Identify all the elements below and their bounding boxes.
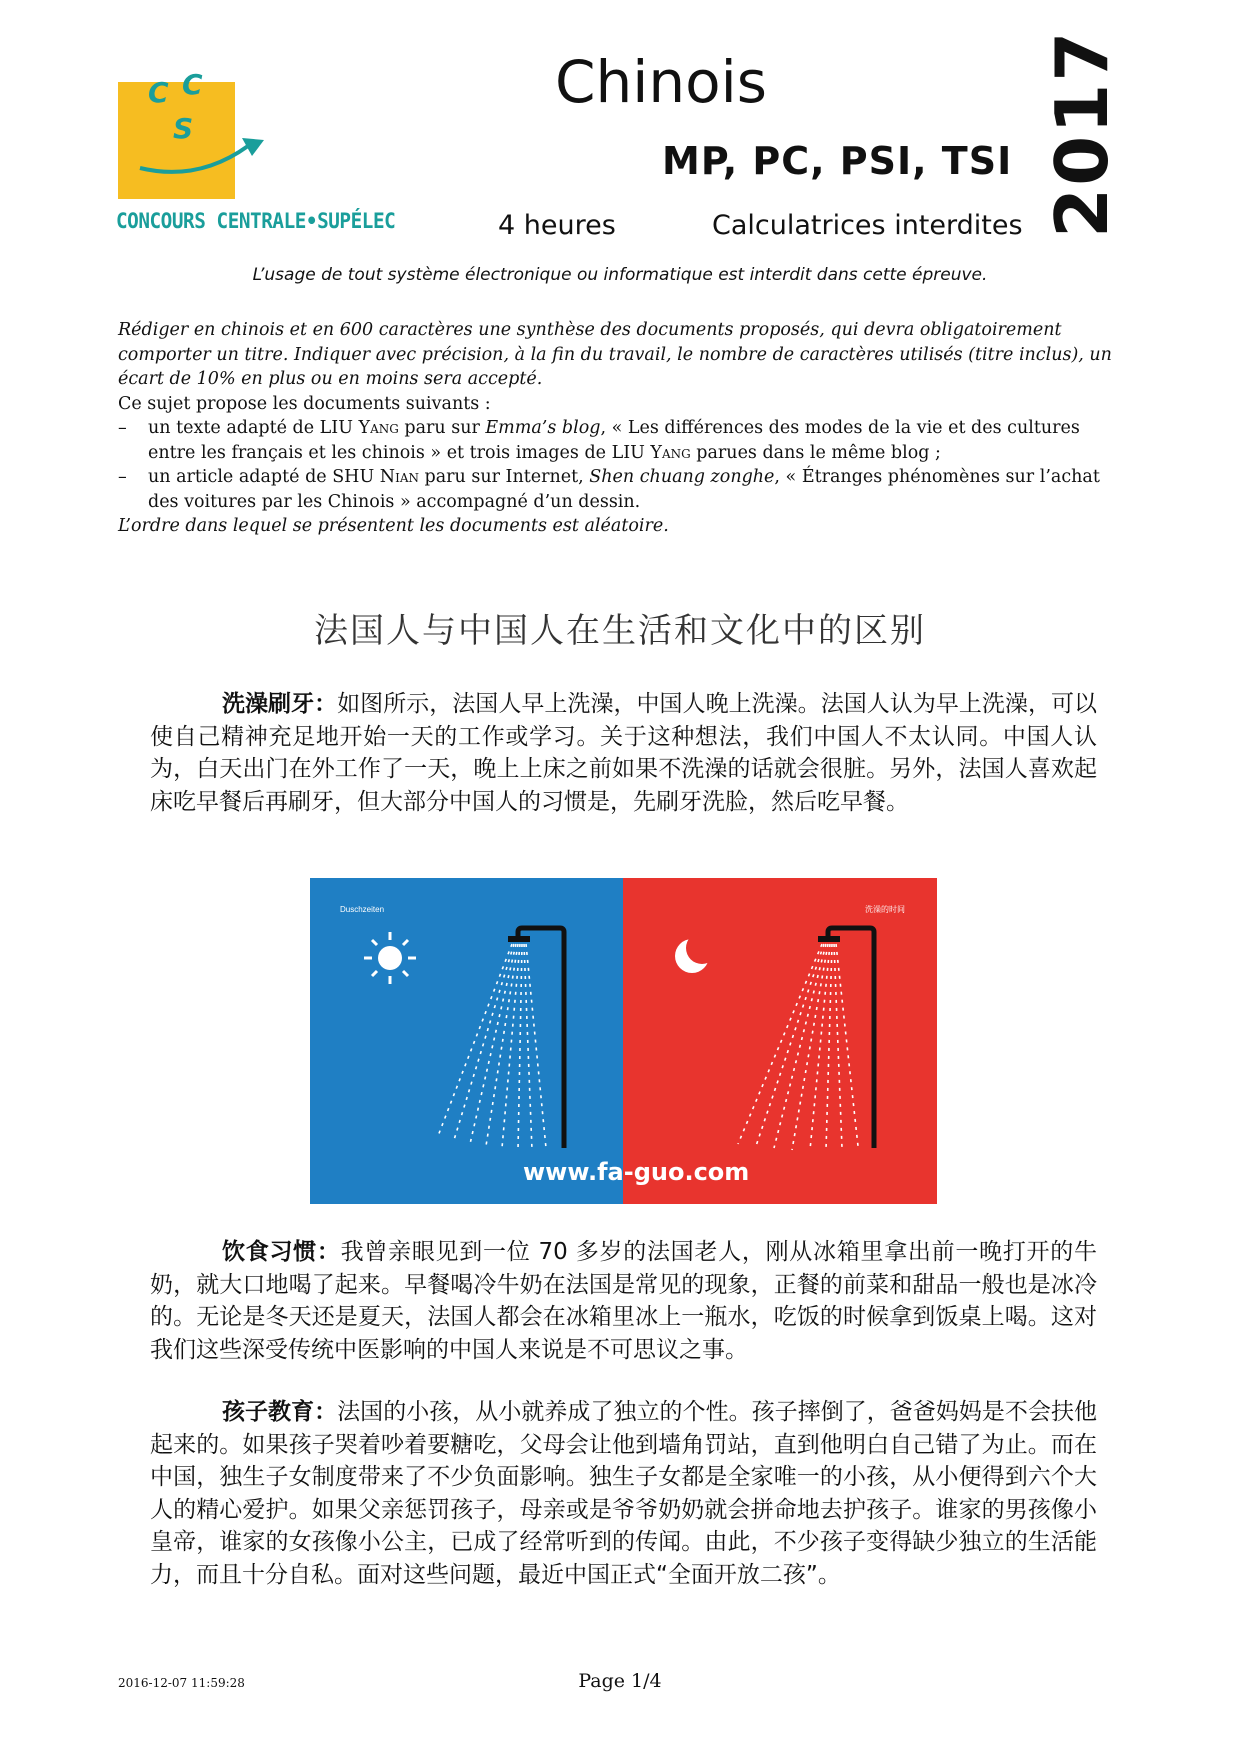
paragraph-heading: 饮食习惯： xyxy=(222,1239,341,1265)
shower-illustration xyxy=(310,878,937,1204)
logo-swoosh-icon xyxy=(118,82,278,199)
paragraph-body: 法国的小孩，从小就养成了独立的个性。孩子摔倒了，爸爸妈妈是不会扶他起来的。如果孩子哭着吵着要糖吃，父母会让他到墙角罚站，直到他明白自己错了为止。而在中国，独生子女制度带来了不少负面影响。独生子女都是全家唯一的小孩，从小便得到六个大人的精心爱护。如果父亲惩罚孩子，母亲或是爷爷奶奶就会拼命地去护孩子。谁家的男孩像小皇帝，谁家的女孩像小公主，已成了经常听到的传闻。由此，不少孩子变得缺少独立的生活能力，而且十分自私。面对这些问题，最近中国正式“全面开放二孩”。 xyxy=(150,1399,1098,1588)
logo-name: CONCOURS CENTRALE•SUPÉLEC xyxy=(116,209,396,233)
instructions-main: Rédiger en chinois et en 600 caractères une synthèse des documents proposés, qui devra obligatoirement comporter un titre. Indiquer avec précision, à la fin du travail, le nombre de caractères utilisés (titre inclus), un écart de 10% en plus ou en moins sera accepté. xyxy=(118,320,1112,389)
footer-date: 2016-12-07 11:59:28 xyxy=(118,1676,245,1690)
article-title: 法国人与中国人在生活和文化中的区别 xyxy=(314,611,926,651)
document-item: – un article adapté de SHU Nian paru sur Internet, Shen chuang zonghe, « Étranges phénomènes sur l’achat des voitures par les Chinois » accompagné d’un dessin. xyxy=(118,465,1126,514)
logo-letter: C xyxy=(182,68,203,101)
instructions-intro: Ce sujet propose les documents suivants : xyxy=(118,393,491,414)
shower-image xyxy=(310,878,937,1204)
paragraph xyxy=(150,688,1097,818)
paragraph xyxy=(150,1236,1097,1366)
document-item: – un texte adapté de LIU Yang paru sur Emma’s blog, « Les différences des modes de la vie et des cultures entre les français et les chinois » et trois images de LIU Yang parues dans le même blog ; xyxy=(118,416,1126,465)
website-url: www.fa-guo.com xyxy=(523,1158,750,1186)
logo-letter: C xyxy=(148,76,169,109)
page-number: Page 1/4 xyxy=(578,1670,662,1692)
paragraph-heading: 孩子教育： xyxy=(222,1399,338,1425)
logo-letter: S xyxy=(173,112,194,145)
instructions-order: L’ordre dans lequel se présentent les documents est aléatoire. xyxy=(118,516,669,536)
year: 2017 xyxy=(1040,29,1124,238)
instructions xyxy=(118,318,1126,539)
left-label: Duschzeiten xyxy=(340,905,385,914)
paragraph-heading: 洗澡刷牙： xyxy=(222,691,338,717)
right-label: 洗澡的时间 xyxy=(865,905,905,914)
logo xyxy=(118,68,235,199)
electronics-notice: L’usage de tout système électronique ou informatique est interdit dans cette épreuve. xyxy=(252,265,988,285)
duration: 4 heures xyxy=(498,210,616,241)
subject-title: Chinois xyxy=(555,48,767,116)
paragraph xyxy=(150,1396,1097,1591)
calculators-notice: Calculatrices interdites xyxy=(712,210,1023,241)
document-list xyxy=(118,416,1126,514)
filieres: MP, PC, PSI, TSI xyxy=(662,139,1013,183)
paragraph-body: 我曾亲眼见到一位 70 多岁的法国老人，刚从冰箱里拿出前一晚打开的牛奶，就大口地喝了起来。早餐喝冷牛奶在法国是常见的现象，正餐的前菜和甜品一般也是冰冷的。无论是冬天还是夏天，法国人都会在冰箱里冰上一瓶水，吃饭的时候拿到饭桌上喝。这对我们这些深受传统中医影响的中国人来说是不可思议之事。 xyxy=(150,1239,1098,1363)
paragraph-body: 如图所示，法国人早上洗澡，中国人晚上洗澡。法国人认为早上洗澡，可以使自己精神充足地开始一天的工作或学习。关于这种想法，我们中国人不太认同。中国人认为，白天出门在外工作了一天，晚上上床之前如果不洗澡的话就会很脏。另外，法国人喜欢起床吃早餐后再刷牙，但大部分中国人的习惯是，先刷牙洗脸，然后吃早餐。 xyxy=(150,691,1098,815)
